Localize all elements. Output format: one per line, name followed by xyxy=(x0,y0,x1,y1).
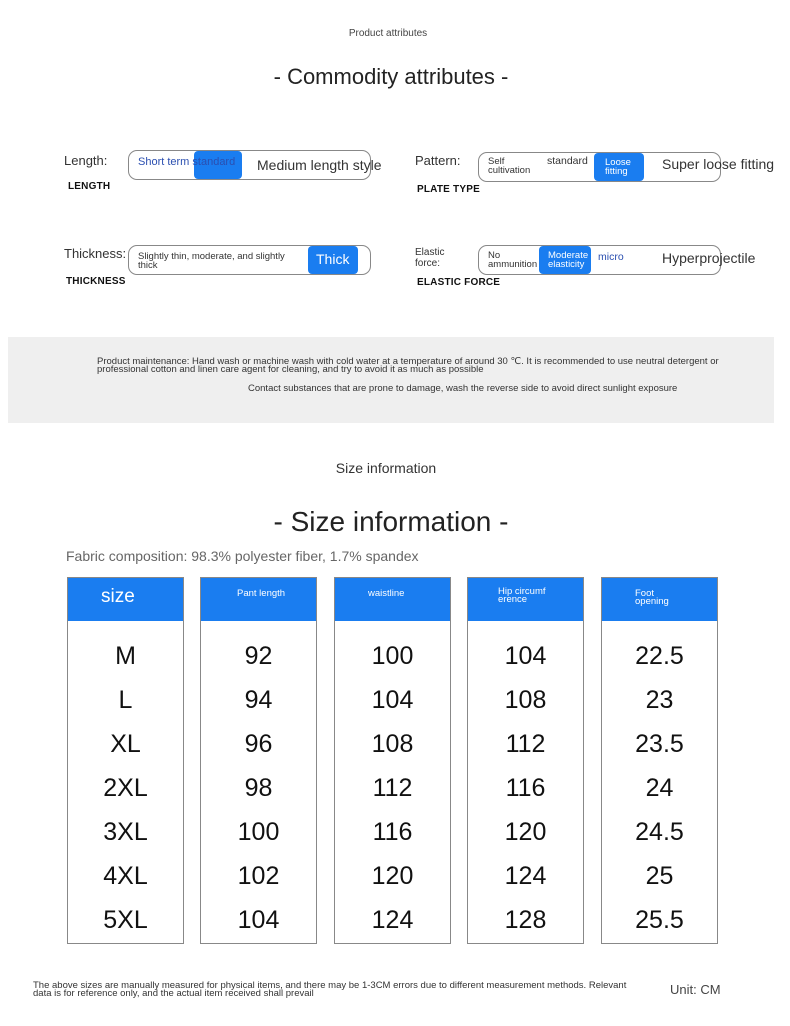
option-label: micro xyxy=(598,251,624,263)
attribute-label: Thickness: xyxy=(64,246,127,261)
size-column xyxy=(67,577,184,944)
column-header-label: size xyxy=(101,586,135,607)
table-cell: 120 xyxy=(504,818,547,846)
column-header-label: Foot opening xyxy=(635,588,669,607)
table-cell: 100 xyxy=(237,818,280,846)
pant-length-column xyxy=(200,577,317,944)
hip-circumference-column xyxy=(467,577,584,944)
table-cell: 4XL xyxy=(103,862,148,890)
option-label: Super loose fitting xyxy=(662,156,775,172)
attribute-sublabel: LENGTH xyxy=(68,181,111,192)
option-label: Slightly thin, moderate, and slightly thick xyxy=(138,251,285,271)
table-cell: 128 xyxy=(504,906,547,934)
column-header xyxy=(335,578,450,621)
page-title-commodity-attributes: - Commodity attributes - xyxy=(273,64,509,89)
table-cell: 22.5 xyxy=(635,642,684,670)
attribute-scale-track xyxy=(128,245,371,275)
table-cell: L xyxy=(118,686,133,714)
table-cell: 23.5 xyxy=(635,730,684,758)
attribute-label: Length: xyxy=(64,153,108,168)
table-cell: 112 xyxy=(505,730,546,758)
unit-label: Unit: CM xyxy=(670,982,721,997)
option-label: No ammunition xyxy=(488,250,538,270)
table-cell: XL xyxy=(110,730,141,758)
attribute-label: Elastic force: xyxy=(415,247,445,269)
column-header xyxy=(602,578,717,621)
option-label-selected: Moderate elasticity xyxy=(548,250,589,270)
option-label: Self cultivation xyxy=(488,156,531,176)
attribute-scale-track xyxy=(128,150,382,180)
foot-opening-column xyxy=(601,577,718,944)
table-cell: 124 xyxy=(504,862,547,890)
column-values xyxy=(468,638,583,946)
maintenance-band xyxy=(8,337,774,423)
table-cell: 96 xyxy=(244,730,273,758)
table-cell: 116 xyxy=(505,774,546,802)
section-label-product-attributes: Product attributes xyxy=(348,28,428,39)
option-label: Hyperprojectile xyxy=(662,250,756,266)
attribute-sublabel: PLATE TYPE xyxy=(417,184,480,195)
table-cell: 92 xyxy=(244,642,273,670)
table-cell: 25.5 xyxy=(635,906,684,934)
table-cell: 112 xyxy=(372,774,413,802)
table-cell: 3XL xyxy=(103,818,148,846)
table-cell: 25 xyxy=(645,862,674,890)
attribute-label: Pattern: xyxy=(415,153,461,168)
table-cell: 116 xyxy=(372,818,413,846)
column-values xyxy=(201,638,316,946)
table-cell: 100 xyxy=(371,642,414,670)
maintenance-text-secondary: Contact substances that are prone to damage, wash the reverse side to avoid direct sunlight exposure xyxy=(248,383,678,394)
column-header xyxy=(68,578,183,621)
table-cell: 98 xyxy=(244,774,273,802)
attribute-scale-track xyxy=(478,152,775,182)
option-label: standard xyxy=(547,155,588,167)
attribute-sublabel: THICKNESS xyxy=(66,276,126,287)
table-cell: 104 xyxy=(371,686,414,714)
column-header-label: waistline xyxy=(368,588,405,599)
measurement-disclaimer: The above sizes are manually measured for physical items, and there may be 1-3CM errors due to different measurement methods. Relevant data is for reference only, and the actual item received shall prevail xyxy=(33,980,627,999)
fabric-composition: Fabric composition: 98.3% polyester fiber, 1.7% spandex xyxy=(66,548,419,564)
column-header xyxy=(468,578,583,621)
column-values xyxy=(602,638,717,946)
column-values xyxy=(335,638,450,946)
table-cell: 2XL xyxy=(103,774,148,802)
option-label: Short term standard xyxy=(138,156,236,168)
table-cell: 24 xyxy=(645,774,674,802)
table-cell: 108 xyxy=(371,730,414,758)
waistline-column xyxy=(334,577,451,944)
column-values xyxy=(68,638,183,946)
attribute-scale-track xyxy=(478,245,756,275)
table-cell: 5XL xyxy=(103,906,148,934)
option-label-selected: Thick xyxy=(316,251,350,267)
option-label: Medium length style xyxy=(257,157,382,173)
table-cell: 24.5 xyxy=(635,818,684,846)
column-header xyxy=(201,578,316,621)
table-cell: 104 xyxy=(237,906,280,934)
table-cell: 104 xyxy=(504,642,547,670)
table-cell: 94 xyxy=(244,686,273,714)
column-header-label: Hip circumference xyxy=(498,586,546,605)
table-cell: M xyxy=(115,642,136,670)
table-cell: 120 xyxy=(371,862,414,890)
table-cell: 108 xyxy=(504,686,547,714)
table-cell: 23 xyxy=(645,686,674,714)
section-label-size-information: Size information xyxy=(335,460,437,476)
column-header-label: Pant length xyxy=(237,588,286,599)
table-cell: 102 xyxy=(237,862,280,890)
attribute-sublabel: ELASTIC FORCE xyxy=(417,277,501,288)
maintenance-text: Product maintenance: Hand wash or machine wash with cold water at a temperature of around 30 ℃. It is recommended to use neutral detergent or professional cotton and linen care agent for cleaning, and try to avoid it as much as possible xyxy=(97,356,719,375)
table-cell: 124 xyxy=(371,906,414,934)
page-title-size-information: - Size information - xyxy=(273,506,509,537)
option-label-selected: Loose fitting xyxy=(605,157,631,177)
